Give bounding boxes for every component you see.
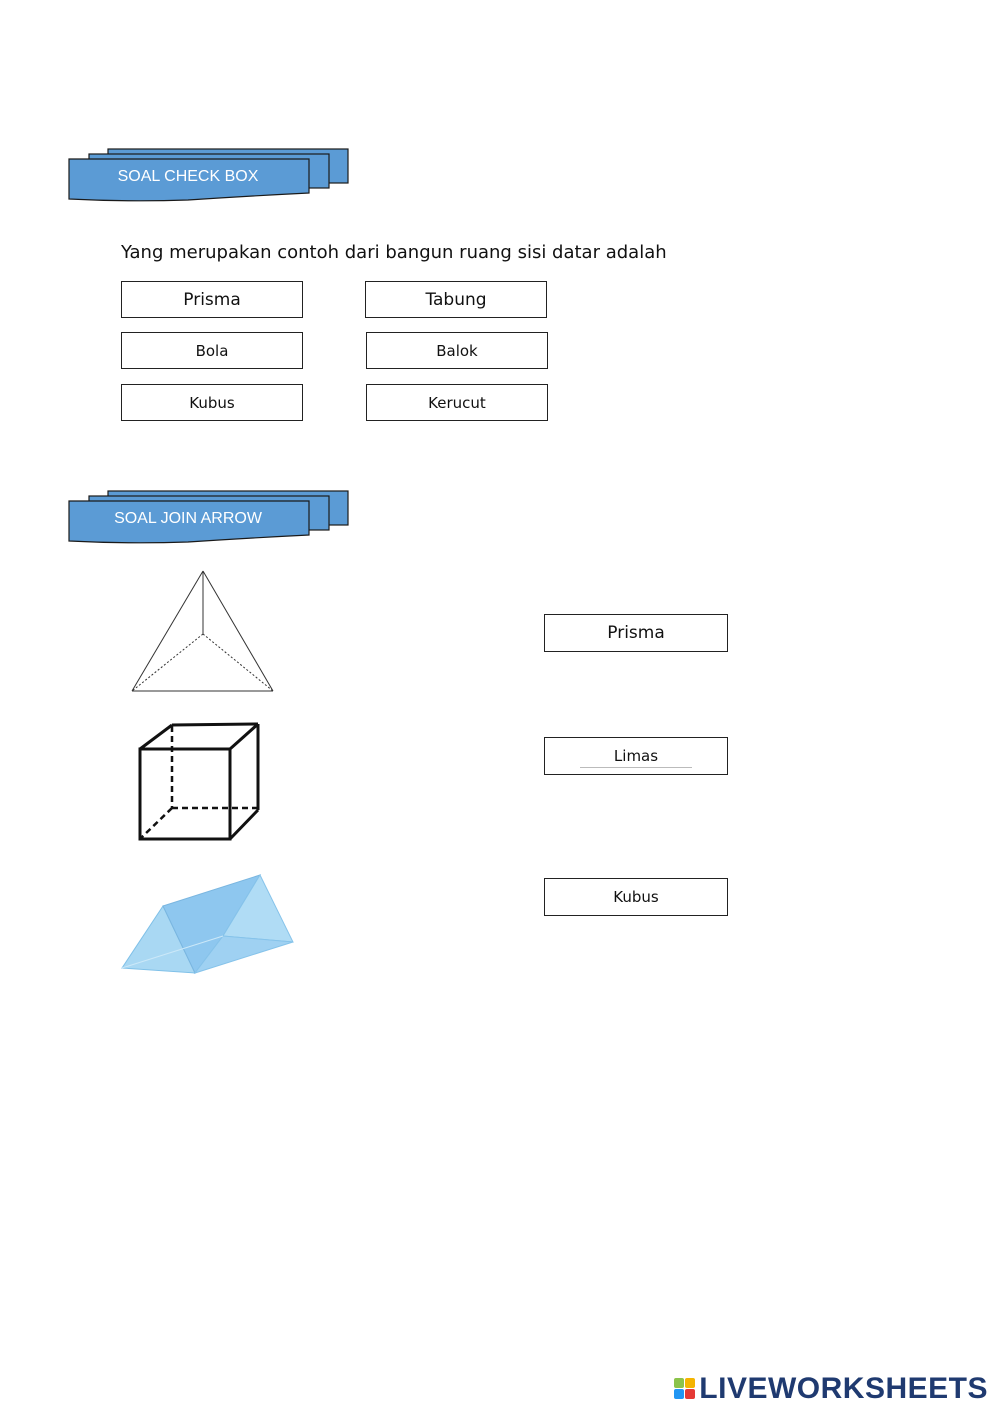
option-kerucut[interactable]: Kerucut <box>366 384 548 421</box>
underline <box>580 767 692 768</box>
brand-logo <box>674 1372 988 1406</box>
option-kubus[interactable]: Kubus <box>121 384 303 421</box>
answer-kubus[interactable]: Kubus <box>544 878 728 916</box>
answer-prisma[interactable]: Prisma <box>544 614 728 652</box>
pyramid-icon[interactable] <box>128 568 278 698</box>
cube-icon[interactable] <box>134 720 269 845</box>
brand-name: LIVEWORKSHEETS <box>699 1372 988 1405</box>
question-text: Yang merupakan contoh dari bangun ruang sisi datar adalah <box>121 242 667 263</box>
option-tabung[interactable]: Tabung <box>365 281 547 318</box>
section-banner-checkbox <box>68 148 358 204</box>
option-prisma[interactable]: Prisma <box>121 281 303 318</box>
triangular-prism-icon[interactable] <box>118 872 298 977</box>
answer-limas-label: Limas <box>613 747 659 765</box>
option-bola[interactable]: Bola <box>121 332 303 369</box>
option-balok[interactable]: Balok <box>366 332 548 369</box>
banner-title: SOAL CHECK BOX <box>117 168 259 185</box>
liveworksheets-logo-icon <box>674 1378 696 1400</box>
answer-limas[interactable] <box>544 737 728 775</box>
section-banner-join-arrow <box>68 490 358 546</box>
banner-title: SOAL JOIN ARROW <box>114 510 262 527</box>
